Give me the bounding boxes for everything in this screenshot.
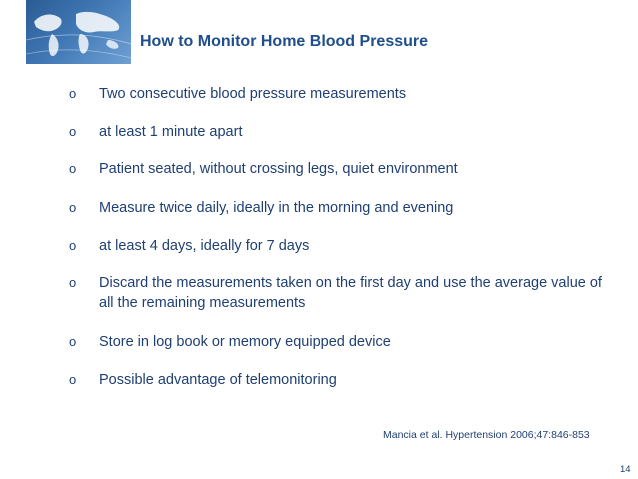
bullet-item (71, 236, 611, 256)
bullet-marker: o (69, 124, 77, 139)
bullet-marker: o (69, 372, 77, 387)
bullet-text: at least 4 days, ideally for 7 days (99, 238, 310, 254)
bullet-item (71, 370, 611, 390)
bullet-marker: o (69, 86, 77, 101)
bullet-text: Discard the measurements taken on the first day and use the average value of all the remaining measurements (99, 275, 602, 311)
bullet-item (71, 198, 611, 218)
bullet-item (71, 159, 611, 179)
citation: Mancia et al. Hypertension 2006;47:846-853 (383, 429, 590, 441)
bullet-text: at least 1 minute apart (99, 124, 243, 140)
world-map-icon (26, 0, 131, 64)
bullet-item (71, 273, 611, 313)
bullet-text: Measure twice daily, ideally in the morning and evening (99, 200, 454, 216)
bullet-text: Two consecutive blood pressure measurements (99, 86, 407, 102)
bullet-marker: o (69, 275, 77, 290)
bullet-item (71, 122, 611, 142)
page-number: 14 (620, 464, 631, 475)
bullet-item (71, 332, 611, 352)
bullet-item (71, 84, 611, 104)
bullet-text: Patient seated, without crossing legs, quiet environment (99, 161, 458, 177)
world-map-logo (26, 0, 131, 64)
slide-title: How to Monitor Home Blood Pressure (140, 33, 429, 50)
bullet-marker: o (69, 238, 77, 253)
bullet-text: Possible advantage of telemonitoring (99, 372, 337, 388)
bullet-marker: o (69, 334, 77, 349)
bullet-text: Store in log book or memory equipped device (99, 334, 391, 350)
bullet-marker: o (69, 161, 77, 176)
bullet-marker: o (69, 200, 77, 215)
